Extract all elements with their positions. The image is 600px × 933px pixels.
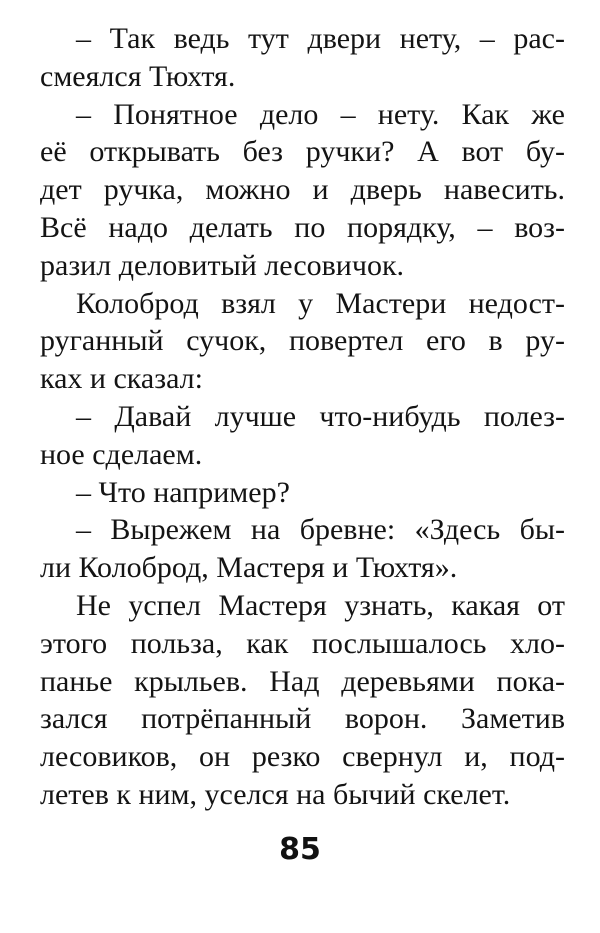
text-line: – Давай лучше что-нибудь полез- — [76, 399, 565, 433]
text-line: панье крыльев. Над деревьями пока- — [40, 664, 565, 698]
text-line: ках и сказал: — [40, 362, 203, 396]
text-line: руганный сучок, повертел его в ру- — [40, 324, 565, 358]
text-line: – Так ведь тут двери нету, – рас- — [76, 22, 565, 55]
text-line: Колоброд взял у Мастери недост- — [76, 286, 565, 320]
page-number: 85 — [279, 832, 321, 867]
text-line: – Что например? — [76, 475, 290, 509]
text-line: дет ручка, можно и дверь навесить. — [40, 173, 565, 207]
text-line: – Понятное дело – нету. Как же — [76, 97, 565, 131]
text-line: ли Колоброд, Мастеря и Тюхтя». — [40, 551, 458, 585]
text-line: смеялся Тюхтя. — [40, 59, 236, 93]
text-line: зался потрёпанный ворон. Заметив — [40, 702, 565, 736]
text-line: Всё надо делать по порядку, – воз- — [40, 210, 565, 244]
text-line: разил деловитый лесовичок. — [40, 248, 405, 282]
text-line: ное сделаем. — [40, 437, 203, 471]
body-text — [40, 20, 565, 814]
text-line: Не успел Мастеря узнать, какая от — [76, 588, 565, 622]
text-line: лесовиков, он резко свернул и, под- — [40, 740, 565, 774]
text-line: – Вырежем на бревне: «Здесь бы- — [76, 513, 565, 547]
text-line: её открывать без ручки? А вот бу- — [40, 135, 565, 169]
text-line: этого польза, как послышалось хло- — [40, 626, 565, 660]
text-line: летев к ним, уселся на бычий скелет. — [40, 777, 511, 811]
